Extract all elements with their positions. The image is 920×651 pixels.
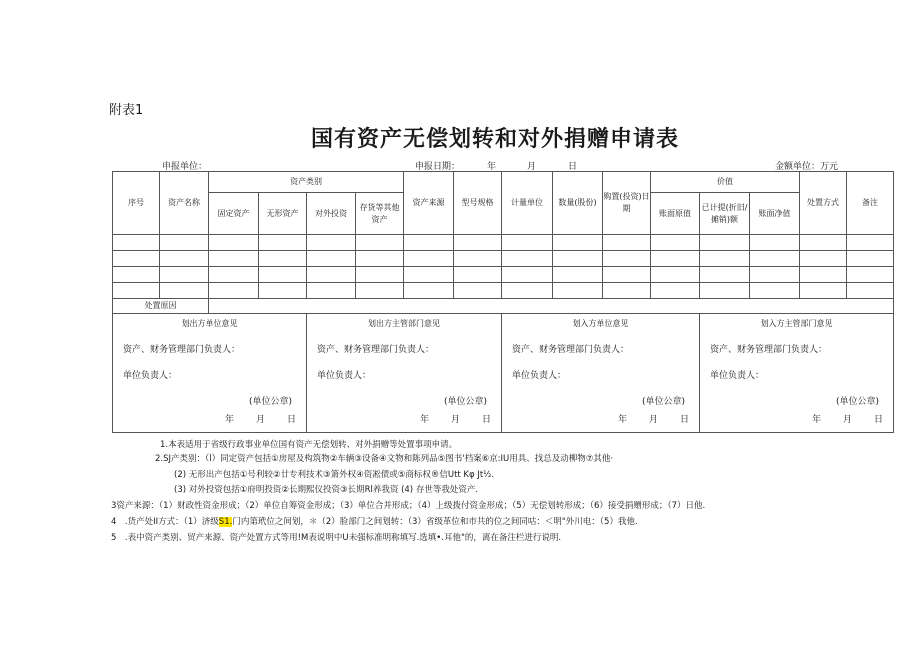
disposal-reason-field[interactable] — [209, 299, 894, 314]
page-title: 国有资产无偿划转和对外捐赠申请表 — [310, 127, 679, 152]
note-4: 4 .货产处II方式：（1）济级S1.门内第玳位之间划，＊（2）脸部门之间划转：（3）省级革位和市共的位之间同咕：＜明"外川电：（5）我他. — [111, 517, 638, 527]
note-5: 5 .表中资产类别、贸产来源、资产处置方式等用!M表说明中U未强标准明称填写.选填•.耳他"的，离在备注栏进行说明. — [111, 533, 562, 543]
opinion-title: 划出方单位意见 — [181, 319, 238, 328]
opinion-title: 划入方主管部门意见 — [760, 319, 833, 328]
reporting-date-label: 申报日期： — [415, 162, 461, 172]
transfer-out-unit-opinion[interactable] — [113, 314, 307, 433]
header-intangible: 无形资产 — [259, 193, 307, 235]
header-asset-category: 资产类别 — [209, 172, 404, 193]
header-seq: 序号 — [113, 172, 160, 235]
header-model: 型号规格 — [454, 172, 502, 235]
official-seal-label: (单位公章) — [836, 397, 880, 407]
header-purchase-date: 购置(投资)日期 — [603, 172, 651, 235]
header-inventory: 存货等其他资产 — [356, 193, 404, 235]
date-day: 日 — [568, 162, 578, 172]
official-seal-label: (单位公章) — [641, 397, 685, 407]
note-2-line-3: (3) 对外投资包括①府明投资②长期熙仪投资③长期Rl养我资 (4) 存世等我处资产. — [174, 485, 479, 495]
reporting-unit-label: 申报单位： — [162, 162, 208, 172]
official-seal-label: (单位公章) — [248, 397, 292, 407]
opinion-date: 年 月 日 — [419, 415, 491, 425]
finance-manager-label: 资产、财务管理部门负责人： — [123, 345, 241, 355]
finance-manager-label: 资产、财务管理部门负责人： — [512, 345, 630, 355]
header-remarks: 备注 — [847, 172, 894, 235]
finance-manager-label: 资产、财务管理部门负责人： — [710, 345, 828, 355]
note-2-line-1: 2.SJ产类别：（l）同定资产包括①房屋及构筑物②车辆③设备④文物和陈列品⑤图书'档案⑥京:IU用具、找总及动柳物⑦其他· — [155, 454, 614, 464]
header-accum-dep: 已计提(折旧/摊销)额 — [700, 193, 750, 235]
header-book-value: 账面原值 — [651, 193, 700, 235]
unit-head-label: 单位负责人： — [317, 371, 372, 381]
transfer-out-authority-opinion[interactable] — [307, 314, 502, 433]
date-year: 年 — [487, 162, 497, 172]
note-3: 3资产来源：（1）财政性资金形成；（2）单位自筹资金形成；（3）单位合并形成；（4）上级拨付资金形成；（5）无偿划转形成；（6）接受捐赠形成；（7）日他. — [111, 501, 706, 511]
application-form-table — [112, 171, 894, 433]
finance-manager-label: 资产、财务管理部门负责人： — [317, 345, 435, 355]
disposal-reason-label: 处置原因 — [113, 299, 209, 314]
note-2-line-2: (2) 无形出产包括①号利较②廿专利技术③箫外权④资凇债或⑤商标权®信Utt Kφ Jt½. — [174, 470, 495, 480]
opinion-date: 年 月 日 — [224, 415, 296, 425]
transfer-in-authority-opinion[interactable] — [700, 314, 894, 433]
date-month: 月 — [527, 162, 537, 172]
table-row — [113, 251, 894, 267]
unit-head-label: 单位负责人： — [512, 371, 567, 381]
table-row — [113, 235, 894, 251]
opinion-title: 划入方单位意见 — [572, 319, 629, 328]
opinion-title: 划出方主管部门意见 — [368, 319, 440, 328]
unit-head-label: 单位负责人： — [123, 371, 178, 381]
header-disposal: 处置方式 — [800, 172, 847, 235]
transfer-in-unit-opinion[interactable] — [502, 314, 700, 433]
note-1: 1.本表适用于省级行政事业单位国有资产无偿划转、对外捐赠等处置事项申请。 — [160, 440, 458, 450]
highlight-mark: S1. — [218, 517, 233, 527]
header-fixed: 固定资产 — [209, 193, 259, 235]
opinion-date: 年 月 日 — [617, 415, 689, 425]
amount-unit-label: 金额单位：万元 — [775, 162, 839, 172]
attachment-label: 附表1 — [109, 103, 144, 118]
official-seal-label: (单位公章) — [443, 397, 487, 407]
header-asset-name: 资产名称 — [160, 172, 209, 235]
table-row — [113, 283, 894, 299]
header-value: 价值 — [651, 172, 800, 193]
header-source: 资产来源 — [404, 172, 454, 235]
unit-head-label: 单位负责人： — [710, 371, 765, 381]
header-external-invest: 对外投资 — [307, 193, 356, 235]
opinion-date: 年 月 日 — [811, 415, 884, 425]
header-quantity: 数量(股份) — [553, 172, 603, 235]
header-net-value: 账面净值 — [750, 193, 800, 235]
table-row — [113, 267, 894, 283]
header-unit: 计量单位 — [502, 172, 553, 235]
